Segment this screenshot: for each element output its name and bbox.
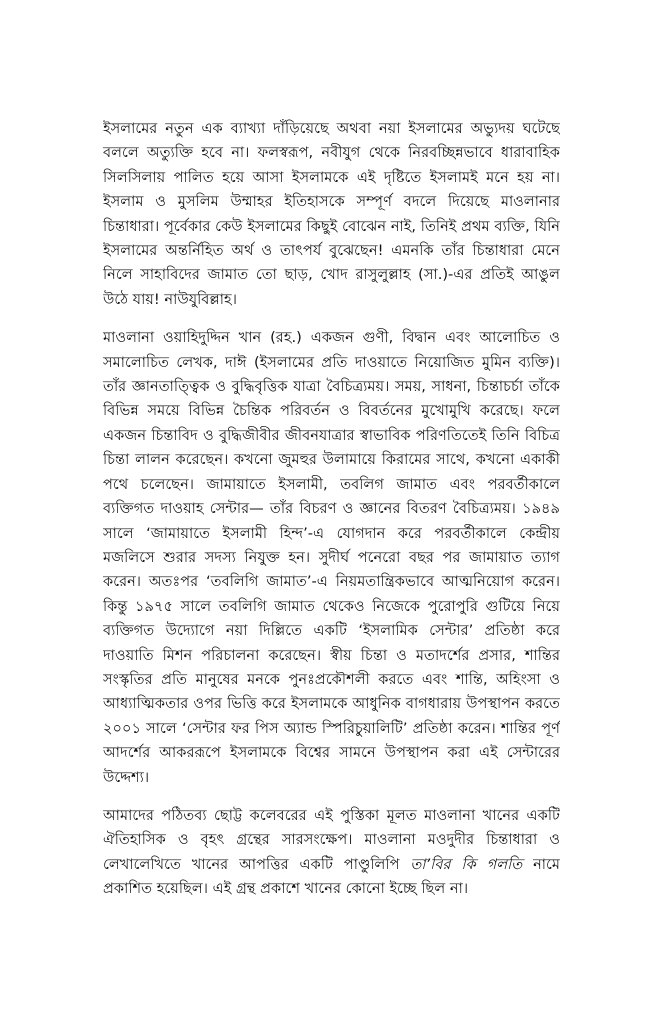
book-title-italic: তা’বির কি গলতি bbox=[410, 855, 523, 873]
paragraph-1: ইসলামের নতুন এক ব্যাখ্যা দাঁড়িয়েছে অথবা নয়া ইসলামের অভ্যুদয় ঘটেছে বললে অত্যুক্তি হবে না। ফলস্বরূপ, নবীযুগ থেকে নিরবচ্ছিন্নভাবে ধারাবাহিক সিলসিলায় পালিত হয়ে আসা ইসলামকে এই দৃষ্টিতে ইসলামই মনে হয় না। ইসলাম ও মুসলিম উম্মাহর ইতিহাসকে সম্পূর্ণ বদলে দিয়েছে মাওলানার চিন্তাধারা। পূর্বেকার কেউ ইসলামের কিছুই বোঝেন নাই, তিনিই প্রথম ব্যক্তি, যিনি ইসলামের অন্তর্নিহিত অর্থ ও তাৎপর্য বুঝেছেন! এমনকি তাঁর চিন্তাধারা মেনে নিলে সাহাবিদের জামাত তো ছাড়, খোদ রাসুলুল্লাহ (সা.)-এর প্রতিই আঙুল উঠে যায়! নাউযুবিল্লাহ। bbox=[103, 120, 560, 308]
paragraph-3-text-before: আমাদের পঠিতব্য ছোট্ট কলেবরের এই পুস্তিকা মূলত মাওলানা খানের একটি ঐতিহাসিক ও বৃহৎ গ্রন্থের সারসংক্ষেপ। মাওলানা মওদুদীর চিন্তাধারা ও লেখালেখিতে খানের আপত্তির একটি পাণ্ডুলিপি bbox=[103, 806, 560, 873]
paragraph-3 bbox=[103, 804, 560, 902]
paragraph-3-text-after: নামে প্রকাশিত হয়েছিল। এই গ্রন্থ প্রকাশে খানের কোনো ইচ্ছে ছিল না। bbox=[103, 855, 560, 898]
book-page-body bbox=[103, 117, 560, 917]
paragraph-2: মাওলানা ওয়াহিদুদ্দিন খান (রহ.) একজন গুণী, বিদ্বান এবং আলোচিত ও সমালোচিত লেখক, দাঈ (ইসলামের প্রতি দাওয়াতে নিয়োজিত মুমিন ব্যক্তি)। তাঁর জ্ঞানতাত্ত্বিক ও বুদ্ধিবৃত্তিক যাত্রা বৈচিত্র্যময়। সময়, সাধনা, চিন্তাচর্চা তাঁকে বিভিন্ন সময়ে বিভিন্ন চৈন্তিক পরিবর্তন ও বিবর্তনের মুখোমুখি করেছে। ফলে একজন চিন্তাবিদ ও বুদ্ধিজীবীর জীবনযাত্রার স্বাভাবিক পরিণতিতেই তিনি বিচিত্র চিন্তা লালন করেছেন। কখনো জুমহুর উলামায়ে কিরামের সাথে, কখনো একাকী পথে চলেছেন। জামায়াতে ইসলামী, তবলিগ জামাত এবং পরবর্তীকালে ব্যক্তিগত দাওয়াহ সেন্টার— তাঁর বিচরণ ও জ্ঞানের বিতরণ বৈচিত্র্যময়। ১৯৪৯ সালে ‘জামায়াতে ইসলামী হিন্দ’-এ যোগদান করে পরবর্তীকালে কেন্দ্রীয় মজলিসে শুরার সদস্য নিযুক্ত হন। সুদীর্ঘ পনেরো বছর পর জামায়াত ত্যাগ করেন। অতঃপর ‘তবলিগি জামাত’-এ নিয়মতান্ত্রিকভাবে আত্মনিয়োগ করেন। কিন্তু ১৯৭৫ সালে তবলিগি জামাত থেকেও নিজেকে পুরোপুরি গুটিয়ে নিয়ে ব্যক্তিগত উদ্যোগে নয়া দিল্লিতে একটি ‘ইসলামিক সেন্টার’ প্রতিষ্ঠা করে দাওয়াতি মিশন পরিচালনা করেছেন। স্বীয় চিন্তা ও মতাদর্শের প্রসার, শান্তির সংস্কৃতির প্রতি মানুষের মনকে পুনঃপ্রকৌশলী করতে এবং শান্তি, অহিংসা ও আধ্যাত্মিকতার ওপর ভিত্তি করে ইসলামকে আধুনিক বাগধারায় উপস্থাপন করতে ২০০১ সালে ‘সেন্টার ফর পিস অ্যান্ড স্পিরিচুয়ালিটি’ প্রতিষ্ঠা করেন। শান্তির পূর্ণ আদর্শের আকররূপে ইসলামকে বিশ্বের সামনে উপস্থাপন করা এই সেন্টারের উদ্দেশ্য। bbox=[103, 329, 560, 786]
